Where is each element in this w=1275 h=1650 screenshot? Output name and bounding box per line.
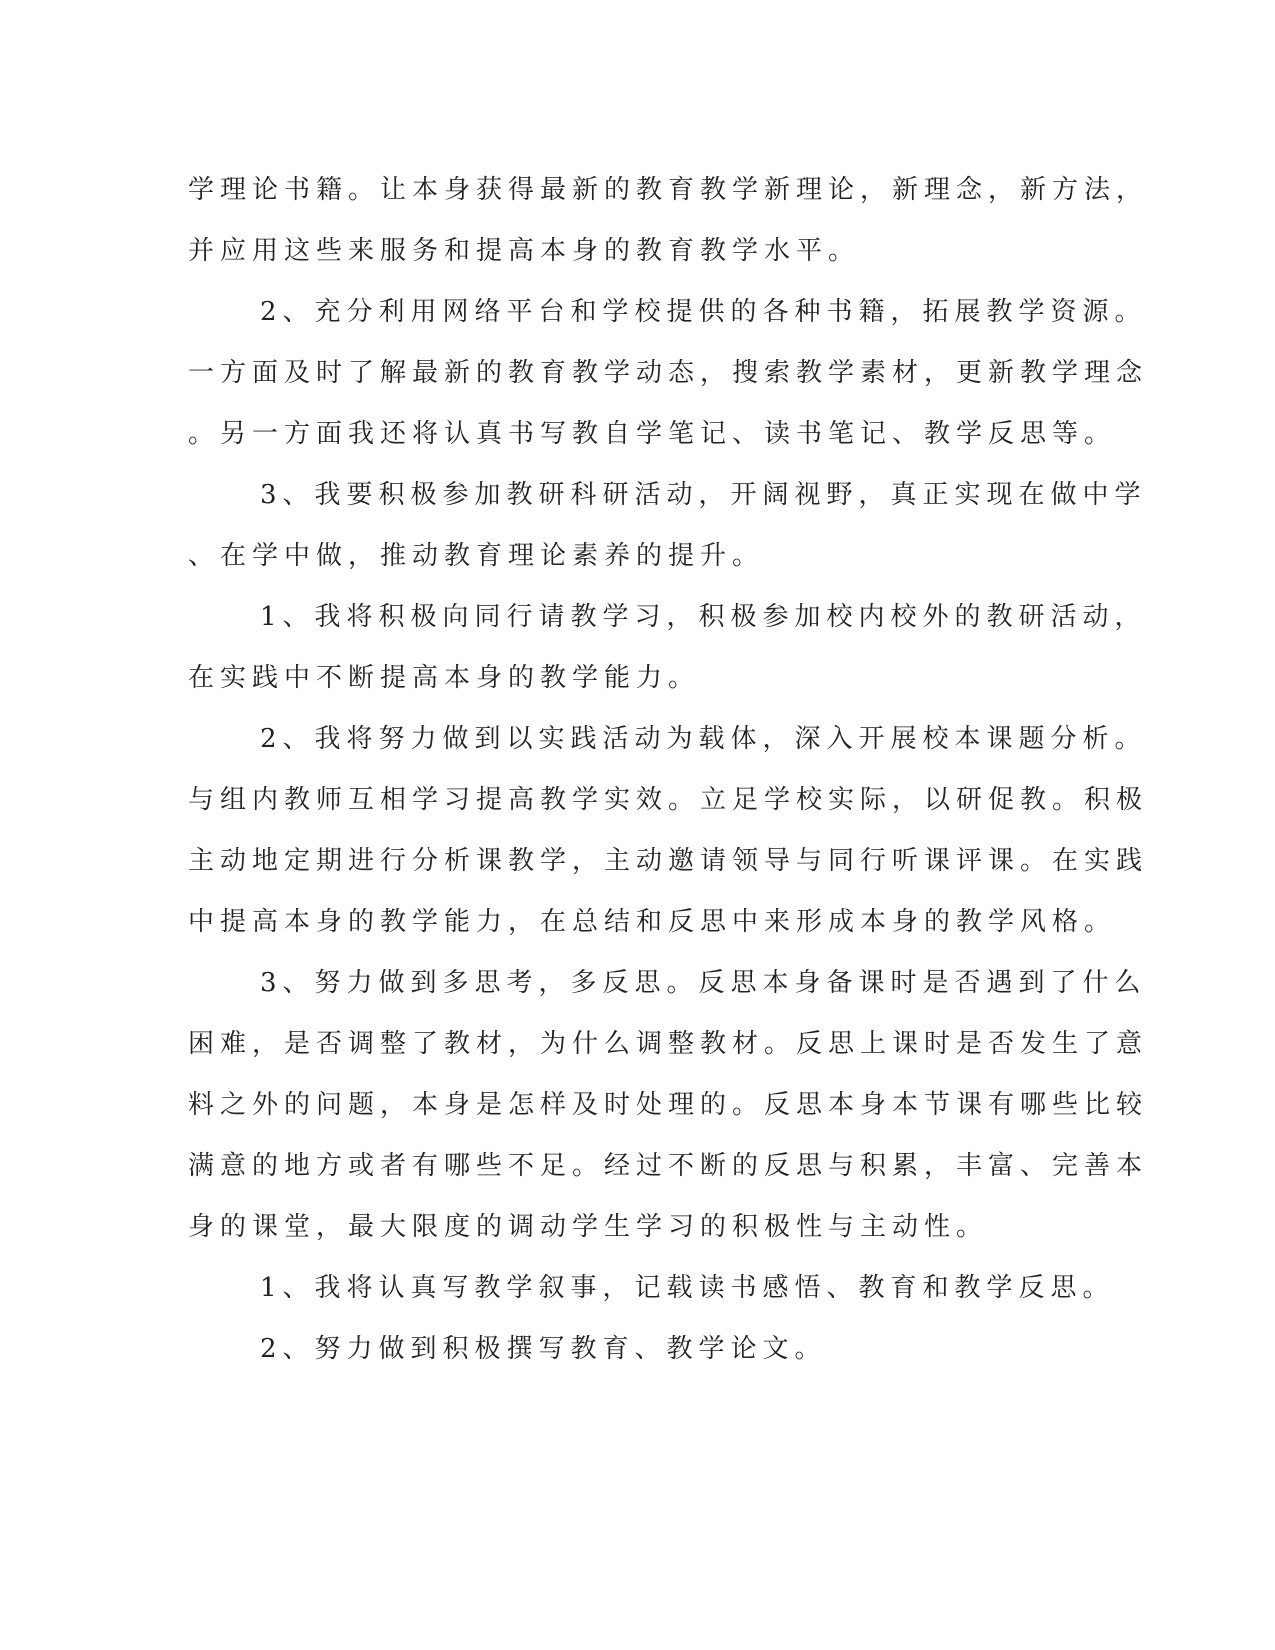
paragraph-line: 2、充分利用网络平台和学校提供的各种书籍，拓展教学资源。 bbox=[260, 297, 1147, 327]
paragraph-line: 1、我将积极向同行请教学习，积极参加校内校外的教研活动， bbox=[260, 602, 1147, 632]
paragraph-line: 2、我将努力做到以实践活动为载体，深入开展校本课题分析。 bbox=[260, 724, 1147, 754]
paragraph-line: 3、努力做到多思考，多反思。反思本身备课时是否遇到了什么 bbox=[260, 968, 1147, 998]
text-line: 主动地定期进行分析课教学，主动邀请领导与同行听课评课。在实践 bbox=[188, 846, 1149, 876]
text-line: 与组内教师互相学习提高教学实效。立足学校实际，以研促教。积极 bbox=[188, 785, 1149, 815]
text-line: 、在学中做，推动教育理论素养的提升。 bbox=[188, 541, 765, 571]
text-line: 学理论书籍。让本身获得最新的教育教学新理论，新理念，新方法， bbox=[188, 175, 1149, 205]
text-line: 身的课堂，最大限度的调动学生学习的积极性与主动性。 bbox=[188, 1212, 989, 1242]
paragraph-line: 2、努力做到积极撰写教育、教学论文。 bbox=[260, 1334, 827, 1364]
paragraph-line: 3、我要积极参加教研科研活动，开阔视野，真正实现在做中学 bbox=[260, 480, 1147, 510]
paragraph-line: 1、我将认真写教学叙事，记载读书感悟、教育和教学反思。 bbox=[260, 1273, 1115, 1303]
text-line: 满意的地方或者有哪些不足。经过不断的反思与积累，丰富、完善本 bbox=[188, 1151, 1149, 1181]
text-line: 中提高本身的教学能力，在总结和反思中来形成本身的教学风格。 bbox=[188, 907, 1117, 937]
text-line: 困难，是否调整了教材，为什么调整教材。反思上课时是否发生了意 bbox=[188, 1029, 1149, 1059]
text-line: 在实践中不断提高本身的教学能力。 bbox=[188, 663, 701, 693]
text-line: 并应用这些来服务和提高本身的教育教学水平。 bbox=[188, 236, 861, 266]
document-body bbox=[188, 160, 1149, 1380]
text-line: 料之外的问题，本身是怎样及时处理的。反思本身本节课有哪些比较 bbox=[188, 1090, 1149, 1120]
text-line: 一方面及时了解最新的教育教学动态，搜索教学素材，更新教学理念 bbox=[188, 358, 1149, 388]
text-line: 。另一方面我还将认真书写教自学笔记、读书笔记、教学反思等。 bbox=[188, 419, 1117, 449]
